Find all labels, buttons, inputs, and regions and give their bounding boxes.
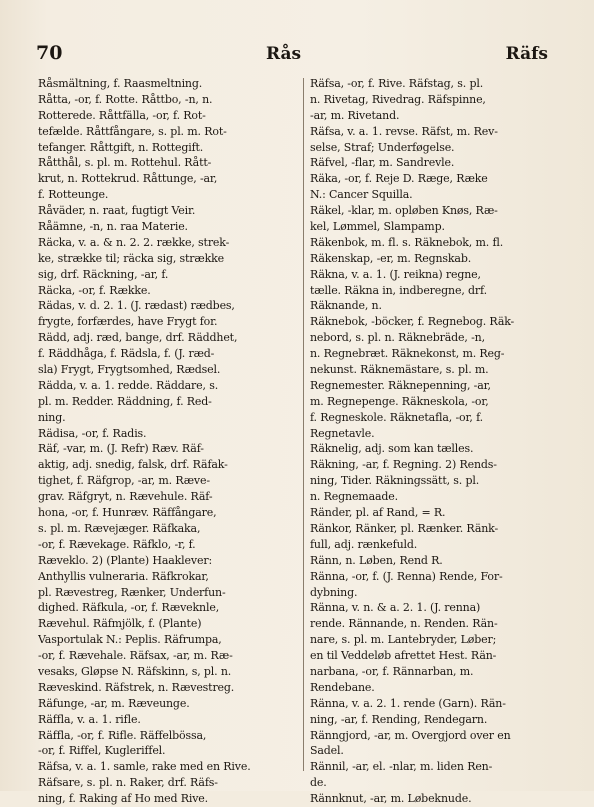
entry-line: ke, strække til; räcka sig, strække bbox=[38, 251, 224, 265]
entry-line: aktig, adj. snedig, falsk, drf. Räfak- bbox=[38, 458, 228, 472]
entry-line: selse, Straf; Underføgelse. bbox=[310, 140, 455, 154]
entry-line: -or, f. Rævehale. Räfsax, -ar, m. Ræ- bbox=[38, 649, 233, 663]
entry-line: Räfunge, -ar, m. Ræveunge. bbox=[38, 696, 190, 710]
entry-line: Ränn, n. Løben, Rend R. bbox=[310, 553, 443, 567]
entry-line: Råämne, -n, n. raa Materie. bbox=[38, 220, 188, 234]
entry-line: n. Regnebræt. Räknekonst, m. Reg- bbox=[310, 347, 505, 361]
page-header bbox=[36, 42, 554, 66]
entry-line: N.: Cancer Squilla. bbox=[310, 188, 413, 202]
entry-line: Rädd, adj. ræd, bange, drf. Räddhet, bbox=[38, 331, 238, 345]
entry-line: Räknande, n. bbox=[310, 299, 382, 313]
entry-line: dybning. bbox=[310, 585, 358, 599]
entry-line: nare, s. pl. m. Lantebryder, Løber; bbox=[310, 633, 497, 647]
entry-line: Ränna, v. n. & a. 2. 1. (J. renna) bbox=[310, 601, 481, 615]
right-column bbox=[310, 76, 568, 807]
entry-line: ning, -ar, f. Rending, Rendegarn. bbox=[310, 712, 488, 726]
entry-line: f. Regneskole. Räknetafla, -or, f. bbox=[310, 410, 483, 424]
entry-line: kel, Lømmel, Slampamp. bbox=[310, 220, 445, 234]
entry-line: Räkenbok, m. fl. s. Räknebok, m. fl. bbox=[310, 235, 504, 249]
entry-line: f. Räddhåga, f. Rädsla, f. (J. ræd- bbox=[38, 347, 215, 361]
entry-line: hona, -or, f. Hunræv. Räffångare, bbox=[38, 506, 217, 520]
guide-word-right: Räfs bbox=[505, 44, 548, 64]
entry-line: ning, f. Raking af Ho med Rive. bbox=[38, 792, 208, 806]
entry-line: Räffla, v. a. 1. rifle. bbox=[38, 712, 141, 726]
entry-line: nekunst. Räknemästare, s. pl. m. bbox=[310, 363, 489, 377]
entry-line: Rännknut, -ar, m. Løbeknude. bbox=[310, 792, 472, 806]
entry-line: Råtthål, s. pl. m. Rottehul. Rått- bbox=[38, 156, 212, 170]
guide-word-left: Rås bbox=[266, 44, 302, 64]
entry-line: Räkna, v. a. 1. (J. reikna) regne, bbox=[310, 267, 481, 281]
entry-line: ning, Tider. Räkningssätt, s. pl. bbox=[310, 474, 480, 488]
entry-line: Ränna, -or, f. (J. Renna) Rende, For- bbox=[310, 569, 503, 583]
entry-line: n. Regnemaade. bbox=[310, 490, 399, 504]
entry-line: ning. bbox=[38, 410, 66, 424]
entry-line: Sadel. bbox=[310, 744, 344, 758]
entry-line: Räcka, v. a. & n. 2. 2. række, strek- bbox=[38, 235, 230, 249]
entry-line: pl. m. Redder. Räddning, f. Red- bbox=[38, 394, 212, 408]
entry-line: de. bbox=[310, 776, 327, 790]
entry-line: Räf, -var, m. (J. Refr) Ræv. Räf- bbox=[38, 442, 204, 456]
entry-line: -ar, m. Rivetand. bbox=[310, 108, 400, 122]
entry-line: grav. Räfgryt, n. Rævehule. Räf- bbox=[38, 490, 213, 504]
entry-line: f. Rotteunge. bbox=[38, 188, 109, 202]
entry-line: Ränngjord, -ar, m. Overgjord over en bbox=[310, 728, 511, 742]
entry-line: krut, n. Rottekrud. Råttunge, -ar, bbox=[38, 172, 218, 186]
entry-line: Räka, -or, f. Reje D. Ræge, Ræke bbox=[310, 172, 488, 186]
entry-line: Regnemester. Räknepenning, -ar, bbox=[310, 378, 491, 392]
entry-line: Räfvel, -flar, m. Sandrevle. bbox=[310, 156, 455, 170]
entry-line: Råtta, -or, f. Rotte. Råttbo, -n, n. bbox=[38, 92, 213, 106]
entry-line: Räkning, -ar, f. Regning. 2) Rends- bbox=[310, 458, 497, 472]
entry-line: Räfsa, v. a. 1. revse. Räfst, m. Rev- bbox=[310, 124, 498, 138]
entry-line: Rännil, -ar, el. -nlar, m. liden Ren- bbox=[310, 760, 493, 774]
entry-line: vesaks, Gløpse N. Räfskinn, s, pl. n. bbox=[38, 664, 232, 678]
entry-line: Rævehul. Räfmjölk, f. (Plante) bbox=[38, 617, 202, 631]
entry-line: Rädas, v. d. 2. 1. (J. rædast) rædbes, bbox=[38, 299, 235, 313]
entry-line: nebord, s. pl. n. Räknebräde, -n, bbox=[310, 331, 485, 345]
column-divider bbox=[303, 78, 304, 771]
entry-line: Rädisa, -or, f. Radis. bbox=[38, 426, 147, 440]
entry-line: dighed. Räfkula, -or, f. Ræveknle, bbox=[38, 601, 220, 615]
entry-line: s. pl. m. Rævejæger. Räfkaka, bbox=[38, 521, 201, 535]
entry-line: -or, f. Rævekage. Räfklo, -r, f. bbox=[38, 537, 196, 551]
entry-line: Ræveklo. 2) (Plante) Haaklever: bbox=[38, 553, 213, 567]
entry-line: Räknebok, -böcker, f. Regnebog. Räk- bbox=[310, 315, 515, 329]
entry-line: -or, f. Riffel, Kugleriffel. bbox=[38, 744, 166, 758]
entry-line: Räkel, -klar, m. opløben Knøs, Ræ- bbox=[310, 204, 498, 218]
page-number: 70 bbox=[36, 42, 63, 64]
entry-line: narbana, -or, f. Rännarban, m. bbox=[310, 664, 474, 678]
entry-line: Räfsa, -or, f. Rive. Räfstag, s. pl. bbox=[310, 77, 484, 90]
entry-line: Rendebane. bbox=[310, 680, 375, 694]
entry-line: pl. Rævestreg, Rænker, Underfun- bbox=[38, 585, 226, 599]
entry-line: tighet, f. Räfgrop, -ar, m. Ræve- bbox=[38, 474, 210, 488]
entry-line: rende. Rännande, n. Renden. Rän- bbox=[310, 617, 498, 631]
entry-line: Räffla, -or, f. Rifle. Räffelbössa, bbox=[38, 728, 207, 742]
entry-line: frygte, forfærdes, have Frygt for. bbox=[38, 315, 218, 329]
entry-line: sla) Frygt, Frygtsomhed, Rædsel. bbox=[38, 363, 221, 377]
entry-line: Råväder, n. raat, fugtigt Veir. bbox=[38, 204, 196, 218]
entry-line: Råsmältning, f. Raasmeltning. bbox=[38, 77, 203, 90]
entry-line: Rotterede. Råttfälla, -or, f. Rot- bbox=[38, 108, 206, 122]
entry-line: full, adj. rænkefuld. bbox=[310, 537, 418, 551]
entry-line: Räknelig, adj. som kan tælles. bbox=[310, 442, 474, 456]
entry-line: Vasportulak N.: Peplis. Räfrumpa, bbox=[38, 633, 222, 647]
entry-line: Regnetavle. bbox=[310, 426, 375, 440]
entry-line: Ræveskind. Räfstrek, n. Rævestreg. bbox=[38, 680, 235, 694]
entry-line: Ränder, pl. af Rand, = R. bbox=[310, 506, 446, 520]
entry-line: Anthyllis vulneraria. Räfkrokar, bbox=[38, 569, 209, 583]
entry-line: m. Regnepenge. Räkneskola, -or, bbox=[310, 394, 489, 408]
left-column bbox=[38, 76, 296, 807]
entry-line: en til Veddeløb afrettet Hest. Rän- bbox=[310, 649, 497, 663]
entry-line: Räkenskap, -er, m. Regnskab. bbox=[310, 251, 472, 265]
entry-line: n. Rivetag, Rivedrag. Räfspinne, bbox=[310, 92, 486, 106]
entry-line: tefælde. Råttfångare, s. pl. m. Rot- bbox=[38, 124, 227, 138]
entry-line: tefanger. Råttgift, n. Rottegift. bbox=[38, 140, 204, 154]
entry-line: Räfsa, v. a. 1. samle, rake med en Rive. bbox=[38, 760, 251, 774]
entry-line: Ränkor, Ränker, pl. Rænker. Ränk- bbox=[310, 521, 499, 535]
entry-line: tælle. Räkna in, indberegne, drf. bbox=[310, 283, 487, 297]
entry-line: Räfsare, s. pl. n. Raker, drf. Räfs- bbox=[38, 776, 218, 790]
entry-line: Räcka, -or, f. Række. bbox=[38, 283, 151, 297]
entry-line: Ränna, v. a. 2. 1. rende (Garn). Rän- bbox=[310, 696, 506, 710]
entry-line: sig, drf. Räckning, -ar, f. bbox=[38, 267, 169, 281]
entry-line: Rädda, v. a. 1. redde. Räddare, s. bbox=[38, 378, 219, 392]
